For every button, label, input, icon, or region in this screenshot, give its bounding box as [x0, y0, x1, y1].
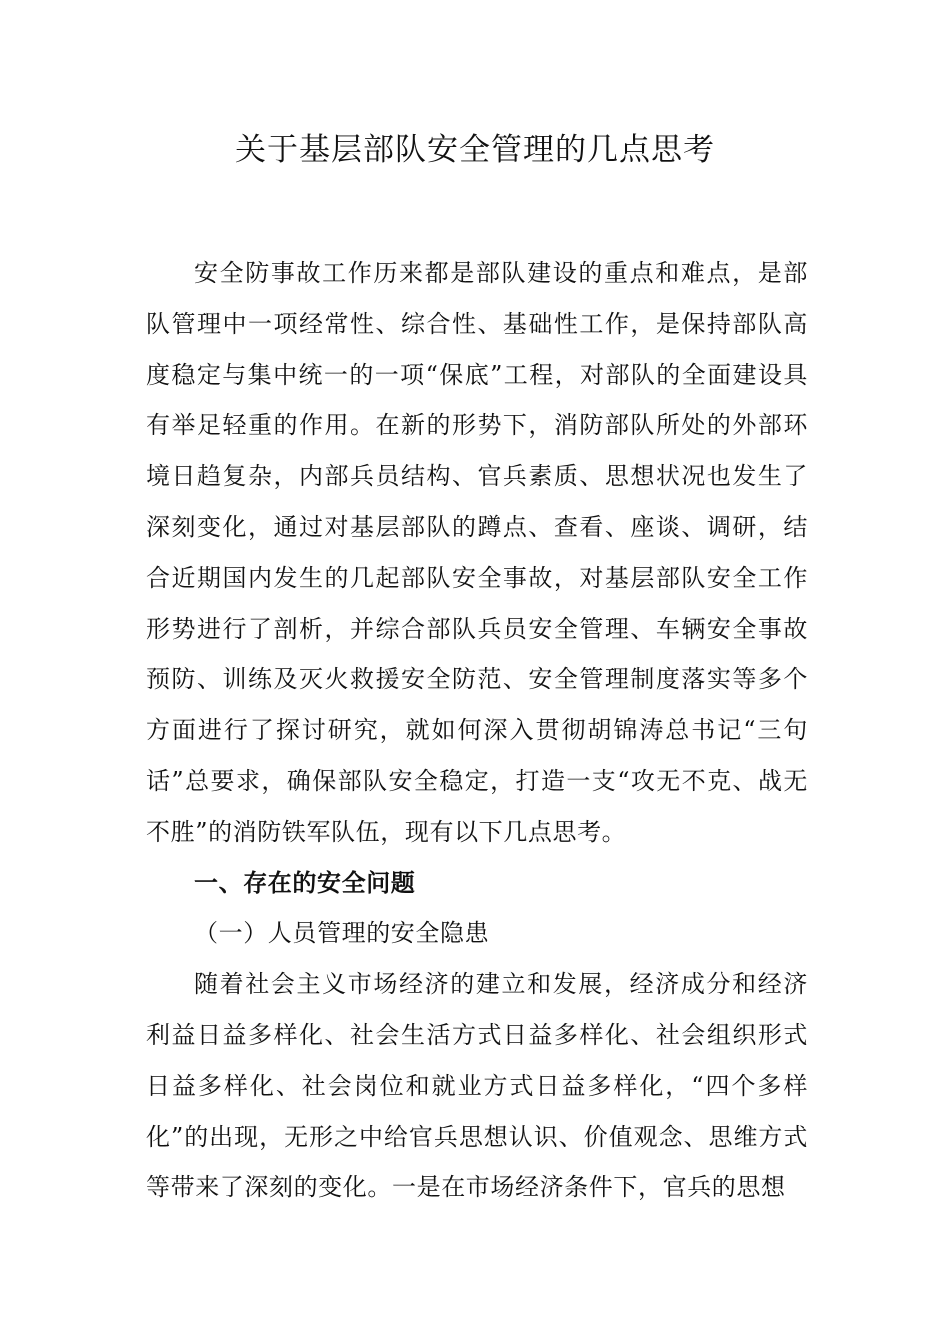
- intro-paragraph: 安全防事故工作历来都是部队建设的重点和难点，是部队管理中一项经常性、综合性、基础性工作，是保持部队高度稳定与集中统一的一项“保底”工程，对部队的全面建设具有举足轻重的作用。在新的形势下，消防部队所处的外部环境日趋复杂，内部兵员结构、官兵素质、思想状况也发生了深刻变化，通过对基层部队的蹲点、查看、座谈、调研，结合近期国内发生的几起部队安全事故，对基层部队安全工作形势进行了剖析，并综合部队兵员安全管理、车辆安全事故预防、训练及灭火救援安全防范、安全管理制度落实等多个方面进行了探讨研究，就如何深入贯彻胡锦涛总书记“三句话”总要求，确保部队安全稳定，打造一支“攻无不克、战无不胜”的消防铁军队伍，现有以下几点思考。: [146, 259, 808, 846]
- section-paragraph: 随着社会主义市场经济的建立和发展，经济成分和经济利益日益多样化、社会生活方式日益多样化、社会组织形式日益多样化、社会岗位和就业方式日益多样化，“四个多样化”的出现，无形之中给官兵思想认识、价值观念、思维方式等带来了深刻的变化。一是在市场经济条件下，官兵的思想: [146, 970, 808, 1202]
- section-heading: 一、存在的安全问题: [194, 867, 416, 897]
- document-title: 关于基层部队安全管理的几点思考: [235, 132, 715, 168]
- subsection-heading: （一）人员管理的安全隐患: [194, 919, 490, 948]
- document-body: [146, 248, 808, 1213]
